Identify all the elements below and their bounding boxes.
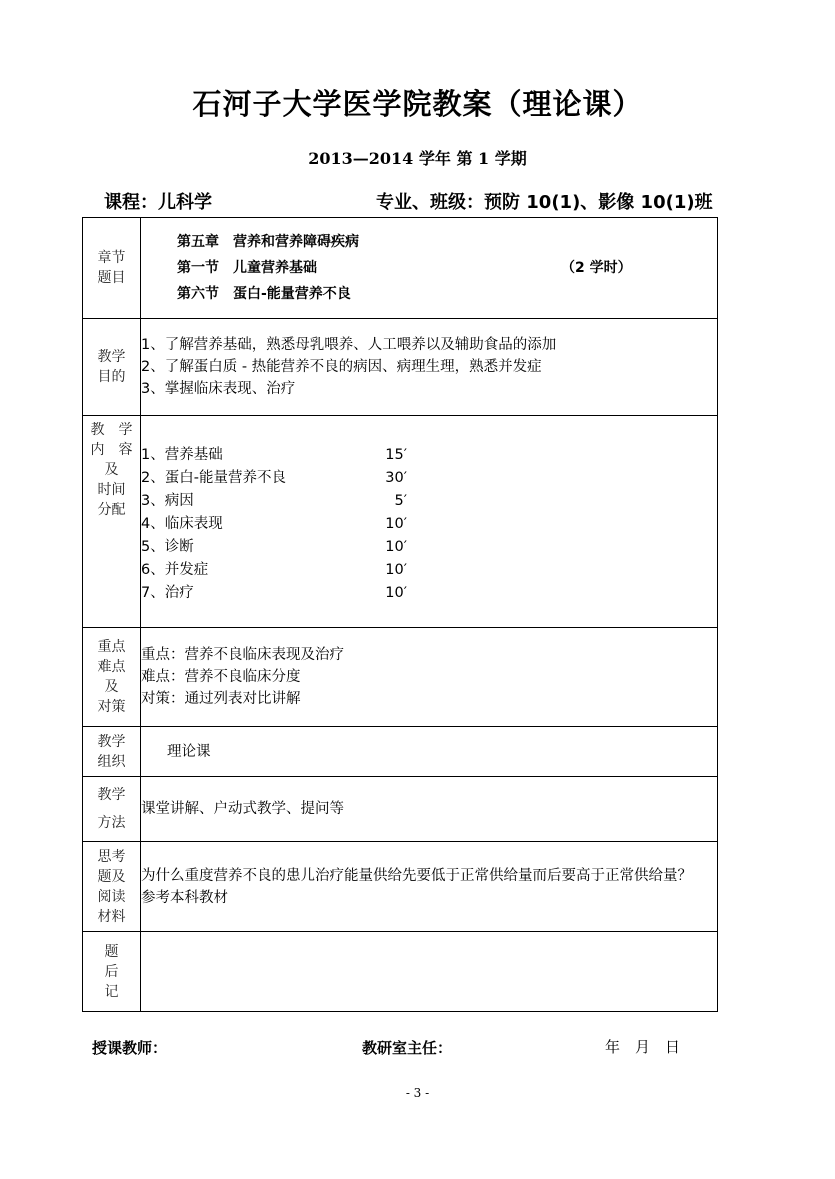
page-number: - 3 - <box>405 1086 430 1100</box>
row-questions <box>83 842 718 932</box>
row-method <box>83 777 718 842</box>
objectives-content <box>141 319 718 416</box>
allocation-item: 5、诊断 10′ <box>141 539 407 555</box>
semester-label: 2013—2014 学年 第 1 学期 <box>308 149 527 168</box>
allocation-item: 3、病因 5′ <box>141 493 407 509</box>
keypoint-line: 重点：营养不良临床表现及治疗 <box>141 647 344 663</box>
organization-content: 理论课 <box>141 727 718 777</box>
teacher-signature-label: 授课教师： <box>92 1039 168 1057</box>
objective-line: 2、了解蛋白质 - 热能营养不良的病因、病理生理，熟悉并发症 <box>141 359 542 375</box>
row-organization <box>83 727 718 777</box>
hours-label: （2 学时） <box>561 260 632 276</box>
label-keypoints: 重点 难点 及 对策 <box>83 628 141 727</box>
keypoints-content <box>141 628 718 727</box>
row-objectives <box>83 319 718 416</box>
chapter-line: 第五章 营养和营养障碍疾病 <box>177 234 359 250</box>
department-head-label: 教研室主任： <box>362 1039 453 1057</box>
label-method: 教学 方法 <box>83 777 141 842</box>
row-content <box>83 416 718 628</box>
course-label: 课程：儿科学 <box>104 192 212 213</box>
method-content: 课堂讲解、户动式教学、提问等 <box>141 777 718 842</box>
page-title: 石河子大学医学院教案（理论课） <box>192 87 643 121</box>
objective-line: 3、掌握临床表现、治疗 <box>141 381 296 397</box>
questions-content <box>141 842 718 932</box>
allocation-item: 1、营养基础 15′ <box>141 447 407 463</box>
keypoint-line: 难点：营养不良临床分度 <box>141 669 301 685</box>
label-content: 教 学 内 容 及 时间 分配 <box>83 416 141 628</box>
section-line: 第六节 蛋白-能量营养不良 <box>177 286 351 302</box>
section-line: 第一节 儿童营养基础 （2 学时） <box>141 255 717 281</box>
objective-line: 1、了解营养基础，熟悉母乳喂养、人工喂养以及辅助食品的添加 <box>141 337 557 353</box>
row-afterword <box>83 932 718 1012</box>
date-label: 年 月 日 <box>605 1038 681 1056</box>
allocation-item: 2、蛋白-能量营养不良 30′ <box>141 470 407 486</box>
question-line: 为什么重度营养不良的患儿治疗能量供给先要低于正常供给量而后要高于正常供给量？ <box>141 867 692 884</box>
label-organization: 教学 组织 <box>83 727 141 777</box>
allocation-item: 6、并发症 10′ <box>141 562 407 578</box>
lesson-plan-table <box>82 217 718 1012</box>
afterword-content <box>141 932 718 1012</box>
label-chapter: 章节 题目 <box>83 218 141 319</box>
allocation-item: 4、临床表现 10′ <box>141 516 407 532</box>
content-allocation <box>141 416 718 628</box>
label-afterword: 题 后 记 <box>83 932 141 1012</box>
reading-line: 参考本科教材 <box>141 889 228 906</box>
row-chapter <box>83 218 718 319</box>
keypoint-line: 对策：通过列表对比讲解 <box>141 691 301 707</box>
row-keypoints <box>83 628 718 727</box>
chapter-content <box>141 218 718 319</box>
label-objectives: 教学 目的 <box>83 319 141 416</box>
label-questions: 思考 题及 阅读 材料 <box>83 842 141 932</box>
allocation-item: 7、治疗 10′ <box>141 585 407 601</box>
major-class-label: 专业、班级：预防 10(1)、影像 10(1)班 <box>376 192 713 213</box>
